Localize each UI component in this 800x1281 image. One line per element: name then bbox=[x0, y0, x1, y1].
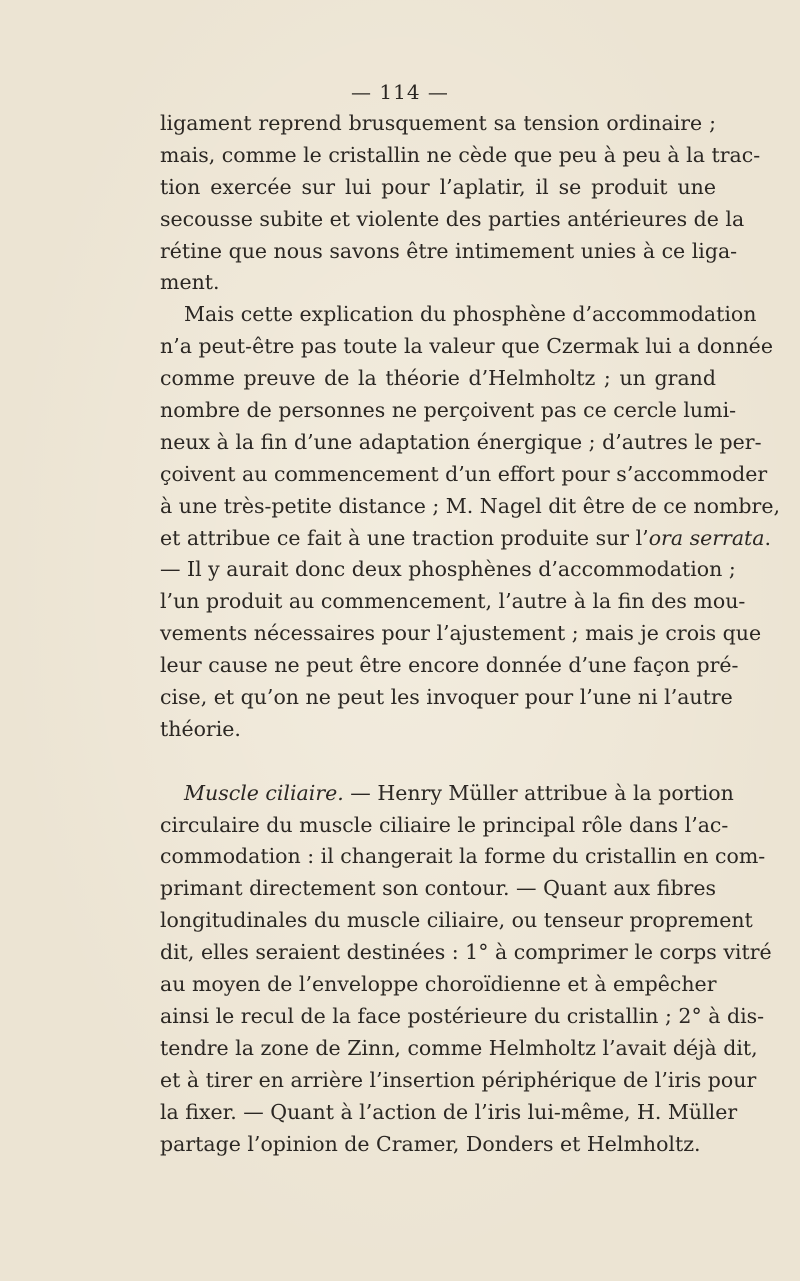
text-line: théorie. bbox=[160, 716, 241, 741]
text-line: commodation : il changerait la forme du cristallin en com- bbox=[160, 844, 766, 869]
text-line: n’a peut-être pas toute la valeur que Czermak lui a donnée bbox=[160, 334, 773, 359]
text-fragment: et attribue ce fait à une traction produite sur l’ bbox=[160, 525, 649, 550]
text-line: et à tirer en arrière l’insertion périphérique de l’iris pour bbox=[160, 1067, 757, 1092]
text-line: vements nécessaires pour l’ajustement ; mais je crois que bbox=[160, 621, 762, 646]
text-line: cise, et qu’on ne peut les invoquer pour l’une ni l’autre bbox=[160, 685, 733, 710]
text-line bbox=[160, 778, 734, 810]
page-number: — 114 — bbox=[351, 80, 449, 104]
text-line: — Il y aurait donc deux phosphènes d’accommodation ; bbox=[160, 557, 736, 582]
text-line: ainsi le recul de la face postérieure du cristallin ; 2° à dis- bbox=[160, 1003, 765, 1028]
paragraph-1 bbox=[160, 108, 761, 299]
text-line: ment. bbox=[160, 270, 220, 295]
text-line: dit, elles seraient destinées : 1° à comprimer le corps vitré bbox=[160, 940, 772, 965]
text-line: secousse subite et violente des parties antérieures de la bbox=[160, 206, 745, 231]
text-line: rétine que nous savons être intimement unies à ce liga- bbox=[160, 238, 738, 263]
text-fragment: . bbox=[764, 525, 772, 550]
text-line bbox=[160, 523, 772, 555]
text-line: comme preuve de la théorie d’Helmholtz ; un grand bbox=[160, 366, 716, 391]
text-line: partage l’opinion de Cramer, Donders et Helmholtz. bbox=[160, 1131, 701, 1156]
text-line: longitudinales du muscle ciliaire, ou tenseur proprement bbox=[160, 908, 753, 933]
text-line: nombre de personnes ne perçoivent pas ce cercle lumi- bbox=[160, 398, 737, 423]
section-heading: Muscle ciliaire. bbox=[184, 780, 344, 805]
text-line: l’un produit au commencement, l’autre à la fin des mou- bbox=[160, 589, 746, 614]
paragraph-2 bbox=[160, 299, 780, 745]
paragraph-3 bbox=[160, 778, 772, 1161]
text-line: leur cause ne peut être encore donnée d’une façon pré- bbox=[160, 653, 739, 678]
text-line: tendre la zone de Zinn, comme Helmholtz l’avait déjà dit, bbox=[160, 1035, 758, 1060]
text-line: la fixer. — Quant à l’action de l’iris lui-même, H. Müller bbox=[160, 1099, 738, 1124]
text-fragment: — Henry Müller attribue à la portion bbox=[343, 780, 734, 805]
paragraph-gap bbox=[160, 746, 716, 778]
text-line: au moyen de l’enveloppe choroïdienne et à empêcher bbox=[160, 972, 717, 997]
text-line: primant directement son contour. — Quant aux fibres bbox=[160, 876, 717, 901]
text-line: ligament reprend brusquement sa tension ordinaire ; bbox=[160, 111, 716, 135]
text-line: neux à la fin d’une adaptation énergique ; d’autres le per- bbox=[160, 429, 762, 454]
text-line: tion exercée sur lui pour l’aplatir, il se produit une bbox=[160, 174, 716, 199]
body-text bbox=[160, 108, 780, 1160]
italic-term: ora serrata bbox=[648, 525, 765, 550]
text-line: çoivent au commencement d’un effort pour s’accommoder bbox=[160, 461, 768, 486]
text-line: mais, comme le cristallin ne cède que peu à peu à la trac- bbox=[160, 142, 761, 167]
text-line: à une très-petite distance ; M. Nagel dit être de ce nombre, bbox=[160, 493, 780, 518]
text-line: circulaire du muscle ciliaire le principal rôle dans l’ac- bbox=[160, 812, 729, 837]
text-line: Mais cette explication du phosphène d’accommodation bbox=[184, 302, 757, 327]
